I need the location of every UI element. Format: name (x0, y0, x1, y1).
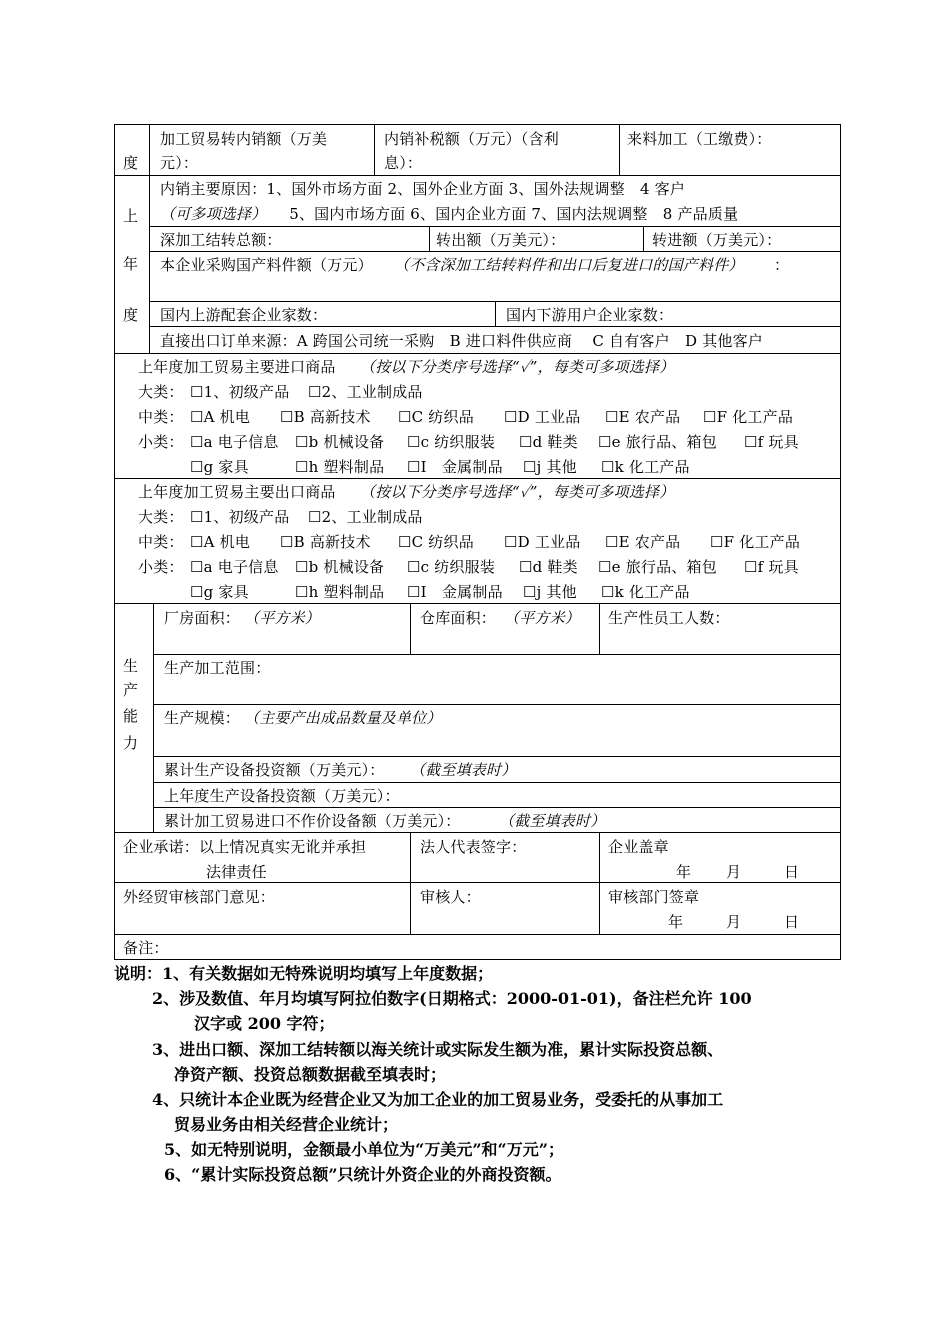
review-year: 年 (668, 913, 684, 931)
note-4: 4、只统计本企业既为经营企业又为加工企业的加工贸易业务，受委托的从事加工 (152, 1090, 724, 1109)
domestic-sales-tax-label-2: 息）： (384, 154, 423, 172)
review-month: 月 (726, 913, 742, 931)
factory-area-label: 厂房面积： (164, 609, 241, 627)
imports-small-option[interactable]: ☐k 化工产品 (601, 458, 690, 476)
domestic-sales-reasons-line1: 内销主要原因：1、国外市场方面 2、国外企业方面 3、国外法规调整 4 客户 (160, 180, 686, 198)
imports-mid-option[interactable]: ☐D 工业品 (504, 408, 581, 426)
warehouse-area-unit: （平方米） (504, 609, 581, 627)
imports-small-option[interactable]: ☐a 电子信息 (190, 433, 279, 451)
processing-trade-domestic-sales-label-2: 元）： (160, 154, 199, 172)
production-scale-label: 生产规模： (164, 709, 241, 727)
imports-title: 上年度加工贸易主要进口商品 (138, 358, 336, 376)
imports-small-option[interactable]: ☐j 其他 (523, 458, 577, 476)
cumulative-free-import-equipment-note: （截至填表时） (499, 812, 606, 830)
production-scope-label: 生产加工范围： (164, 659, 271, 677)
factory-area-unit: （平方米） (244, 609, 321, 627)
imports-mid-option[interactable]: ☐A 机电 (190, 408, 251, 426)
imports-small-option[interactable]: ☐e 旅行品、箱包 (598, 433, 717, 451)
seal-day: 日 (784, 863, 800, 881)
exports-small-option[interactable]: ☐I 金属制品 (407, 583, 503, 601)
review-day: 日 (784, 913, 800, 931)
imports-large-label: 大类： (138, 383, 184, 401)
imports-large-option[interactable]: ☐2、工业制成品 (308, 383, 423, 401)
imports-title-note: （按以下分类序号选择“✓”，每类可多项选择） (360, 358, 675, 376)
note-2: 2、涉及数值、年月均填写阿拉伯数字(日期格式：2000-01-01)，备注栏允许 100 (152, 989, 752, 1008)
imports-mid-option[interactable]: ☐F 化工产品 (703, 408, 794, 426)
exports-small-label: 小类： (138, 558, 184, 576)
exports-mid-option[interactable]: ☐F 化工产品 (710, 533, 801, 551)
seal-year: 年 (676, 863, 692, 881)
review-opinion-label: 外经贸审核部门意见： (123, 888, 276, 906)
legal-rep-signature-label: 法人代表签字： (420, 838, 527, 856)
exports-large-label: 大类： (138, 508, 184, 526)
note-3: 3、进出口额、深加工结转额以海关统计或实际发生额为准，累计实际投资总额、 (152, 1040, 724, 1059)
enterprise-promise: 企业承诺：以上情况真实无讹并承担 (123, 838, 367, 856)
note-3-cont: 净资产额、投资总额数据截至填表时； (174, 1065, 447, 1084)
exports-mid-option[interactable]: ☐A 机电 (190, 533, 251, 551)
cumulative-equipment-investment-label: 累计生产设备投资额（万美元）： (164, 761, 385, 779)
column-label-shang: 上 (123, 207, 139, 225)
remark-label: 备注： (123, 939, 169, 957)
upstream-enterprises-label: 国内上游配套企业家数： (160, 306, 328, 324)
exports-small-option[interactable]: ☐f 玩具 (744, 558, 799, 576)
exports-small-option[interactable]: ☐d 鞋类 (519, 558, 578, 576)
exports-small-option[interactable]: ☐c 纺织服装 (407, 558, 496, 576)
transfer-out-label: 转出额（万美元）： (436, 231, 566, 249)
exports-mid-option[interactable]: ☐D 工业品 (504, 533, 581, 551)
cumulative-free-import-equipment-label: 累计加工贸易进口不作价设备额（万美元）： (164, 812, 461, 830)
exports-title-note: （按以下分类序号选择“✓”，每类可多项选择） (360, 483, 675, 501)
exports-large-option[interactable]: ☐2、工业制成品 (308, 508, 423, 526)
processing-trade-domestic-sales-label: 加工贸易转内销额（万美 (160, 130, 328, 148)
imports-small-option[interactable]: ☐h 塑料制品 (295, 458, 385, 476)
imports-small-option[interactable]: ☐d 鞋类 (519, 433, 578, 451)
last-year-equipment-investment-label: 上年度生产设备投资额（万美元）： (164, 787, 400, 805)
production-scale-note: （主要产出成品数量及单位） (244, 709, 442, 727)
domestic-materials-purchase-note: （不含深加工结转料件和出口后复进口的国产料件） (394, 256, 744, 274)
exports-small-option[interactable]: ☐e 旅行品、箱包 (598, 558, 717, 576)
multi-select-note: （可多项选择） (160, 205, 267, 223)
review-dept-seal-label: 审核部门签章 (608, 888, 700, 906)
exports-small-option[interactable]: ☐h 塑料制品 (295, 583, 385, 601)
purchase-colon: ： (774, 256, 790, 274)
exports-large-option[interactable]: ☐1、初级产品 (190, 508, 290, 526)
imports-mid-label: 中类： (138, 408, 184, 426)
imports-small-option[interactable]: ☐c 纺织服装 (407, 433, 496, 451)
imports-small-option[interactable]: ☐I 金属制品 (407, 458, 503, 476)
seal-month: 月 (726, 863, 742, 881)
note-4-cont: 贸易业务由相关经营企业统计； (174, 1115, 399, 1134)
exports-small-option[interactable]: ☐k 化工产品 (601, 583, 690, 601)
production-workers-label: 生产性员工人数： (608, 609, 730, 627)
imports-small-option[interactable]: ☐g 家具 (190, 458, 249, 476)
note-5: 5、如无特别说明，金额最小单位为“万美元”和“万元”； (164, 1140, 564, 1159)
note-2-cont: 汉字或 200 字符； (194, 1014, 335, 1033)
imports-small-option[interactable]: ☐b 机械设备 (295, 433, 385, 451)
column-label-neng: 能 (123, 707, 139, 725)
exports-mid-option[interactable]: ☐E 农产品 (605, 533, 681, 551)
imports-small-option[interactable]: ☐f 玩具 (744, 433, 799, 451)
warehouse-area-label: 仓库面积： (420, 609, 497, 627)
deep-processing-total-label: 深加工结转总额： (160, 231, 282, 249)
note-1: 说明：1、有关数据如无特殊说明均填写上年度数据； (114, 964, 494, 983)
imports-large-option[interactable]: ☐1、初级产品 (190, 383, 290, 401)
domestic-materials-purchase-label: 本企业采购国产料件额（万元） (160, 256, 373, 274)
domestic-sales-reasons-line2: 5、国内市场方面 6、国内企业方面 7、国内法规调整 8 产品质量 (274, 205, 739, 223)
export-order-source: 直接出口订单来源：A 跨国公司统一采购 B 进口料件供应商 C 自有客户 D 其他客户 (160, 332, 764, 350)
downstream-enterprises-label: 国内下游用户企业家数： (506, 306, 674, 324)
exports-title: 上年度加工贸易主要出口商品 (138, 483, 336, 501)
column-label-chan: 产 (123, 681, 139, 699)
imports-mid-option[interactable]: ☐B 高新技术 (280, 408, 371, 426)
exports-mid-label: 中类： (138, 533, 184, 551)
exports-small-option[interactable]: ☐a 电子信息 (190, 558, 279, 576)
column-label-du2: 度 (123, 306, 139, 324)
column-label-sheng: 生 (123, 657, 139, 675)
cumulative-equipment-investment-note: （截至填表时） (410, 761, 517, 779)
enterprise-seal-label: 企业盖章 (608, 838, 669, 856)
exports-small-option[interactable]: ☐g 家具 (190, 583, 249, 601)
imports-small-label: 小类： (138, 433, 184, 451)
processing-fee-label: 来料加工（工缴费）： (627, 130, 772, 148)
note-6: 6、“累计实际投资总额”只统计外资企业的外商投资额。 (164, 1165, 562, 1184)
exports-small-option[interactable]: ☐b 机械设备 (295, 558, 385, 576)
enterprise-promise-2: 法律责任 (206, 863, 267, 881)
exports-mid-option[interactable]: ☐B 高新技术 (280, 533, 371, 551)
transfer-in-label: 转进额（万美元）： (652, 231, 782, 249)
exports-small-option[interactable]: ☐j 其他 (523, 583, 577, 601)
imports-mid-option[interactable]: ☐C 纺织品 (398, 408, 474, 426)
enterprise-form-table (114, 124, 841, 960)
exports-mid-option[interactable]: ☐C 纺织品 (398, 533, 474, 551)
domestic-sales-tax-label: 内销补税额（万元）（含利 (384, 130, 559, 148)
column-label-du: 度 (123, 154, 139, 172)
column-label-nian: 年 (123, 255, 139, 273)
column-label-li: 力 (123, 734, 139, 752)
imports-mid-option[interactable]: ☐E 农产品 (605, 408, 681, 426)
reviewer-label: 审核人： (420, 888, 481, 906)
